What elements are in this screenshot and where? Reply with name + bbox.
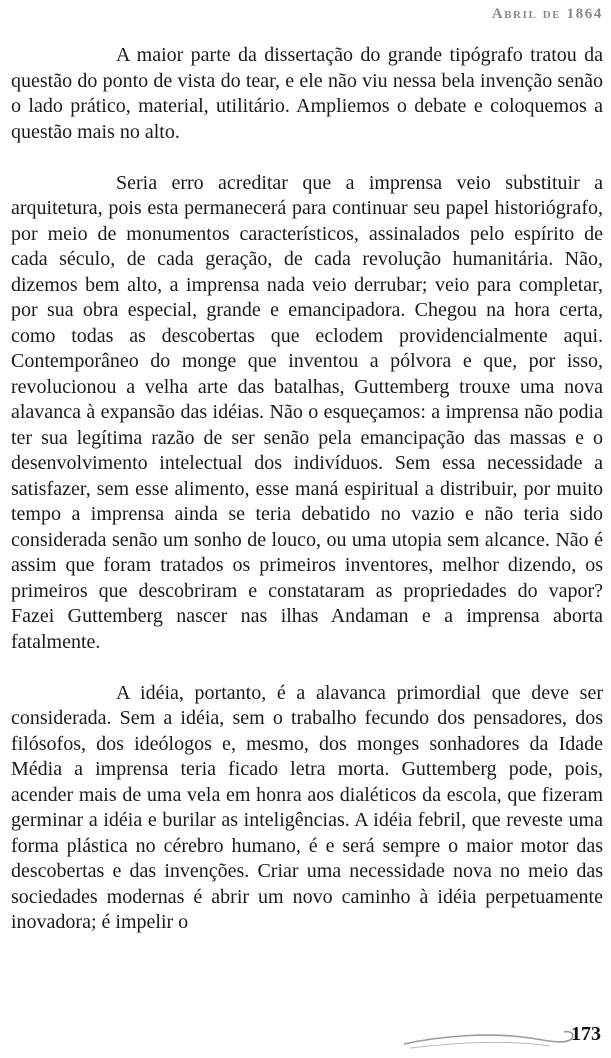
page-number: 173 [571,1023,601,1045]
page-body [11,43,603,936]
page-flourish-ornament [400,1014,580,1054]
running-header: Abril de 1864 [491,6,603,22]
paragraph-1: A maior parte da dissertação do grande tipógrafo tratou da questão do ponto de vista do tear, e ele não viu nessa bela invenção senão o lado prático, material, utilitário. Ampliemos o debate e coloquemos a questão mais no alto. [11,44,603,143]
paragraph-3: A idéia, portanto, é a alavanca primordial que deve ser considerada. Sem a idéia, sem o trabalho fecundo dos pensadores, dos filósofos, dos ideólogos e, mesmo, dos monges sonhadores da Idade Média a imprensa teria ficado letra morta. Guttemberg pode, pois, acender mais de uma vela em honra aos dialéticos da escola, que fizeram germinar a idéia e burilar as inteligências. A idéia febril, que reveste uma forma plástica no cérebro humano, é e será sempre o maior motor das descobertas e das invenções. Criar uma necessidade nova no meio das sociedades modernas é abrir um novo caminho à idéia perpetuamente inovadora; é impelir o [11,681,603,933]
paragraph-2: Seria erro acreditar que a imprensa veio substituir a arquitetura, pois esta permanecerá para continuar seu papel historiógrafo, por meio de monumentos característicos, assinalados pelo espírito de cada século, de cada geração, de cada revolução humanitária. Não, dizemos bem alto, a imprensa nada veio derrubar; veio para completar, por sua obra especial, grande e emancipadora. Chegou na hora certa, como todas as descobertas que eclodem providencialmente aqui. Contemporâneo do monge que inventou a pólvora e que, por isso, revolucionou a velha arte das batalhas, Guttemberg trouxe uma nova alavanca à expansão das idéias. Não o esqueçamos: a imprensa não podia ter sua legítima razão de ser senão pela emancipação das massas e o desenvolvimento intelectual dos indivíduos. Sem essa necessidade a satisfazer, sem esse alimento, esse maná espiritual a distribuir, por muito tempo a imprensa ainda se teria debatido no vazio e não teria sido considerada senão um sonho de louco, ou uma utopia sem alcance. Não é assim que foram tratados os primeiros inventores, melhor dizendo, os primeiros que descobriram e constataram as propriedades do vapor? Fazei Guttemberg nascer nas ilhas Andaman e a imprensa aborta fatalmente. [11,171,603,653]
